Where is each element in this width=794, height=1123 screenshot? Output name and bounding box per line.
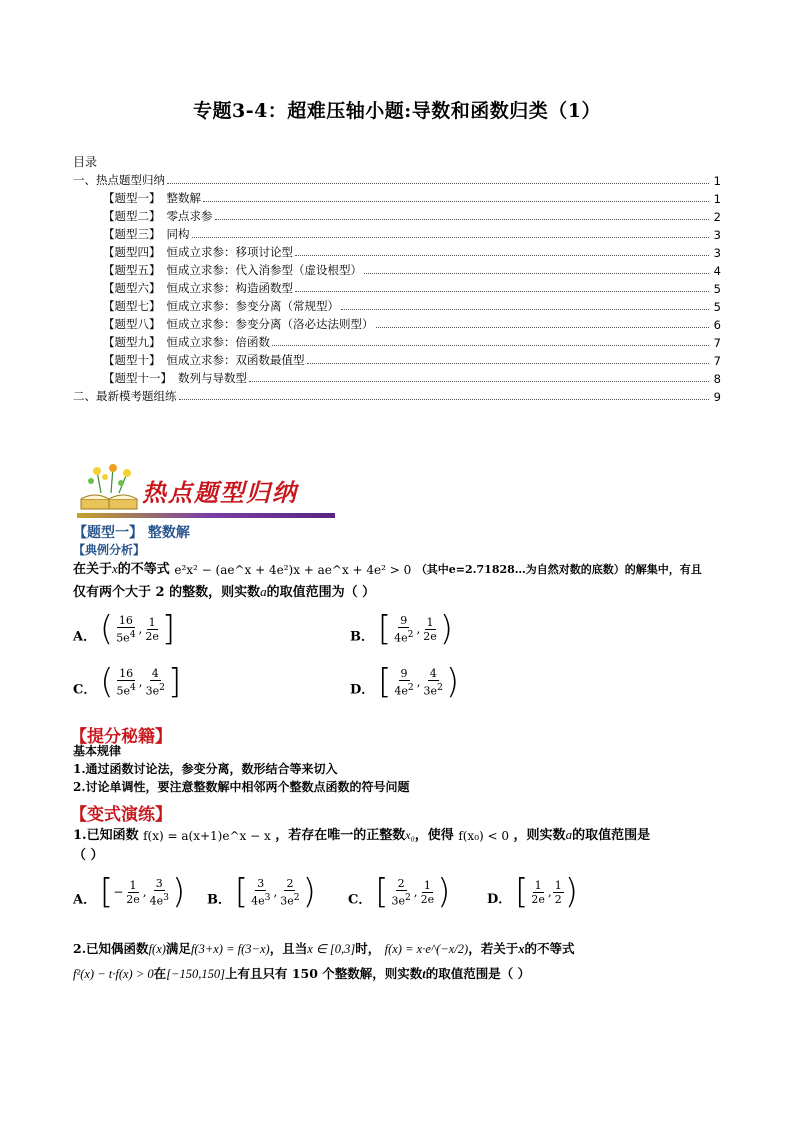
option-b[interactable]: B． [ $\frac{9}{4e^2}$ , $\frac{1}{2e}$ )	[350, 609, 454, 650]
toc-item-text: 整数解	[166, 191, 201, 205]
tips-line-1: 1.通过函数讨论法，参变分离，数形结合等来切入	[73, 762, 338, 776]
toc-leader-dots	[364, 273, 709, 274]
toc-item-page: 3	[713, 246, 721, 260]
toc-leader-dots	[295, 291, 709, 292]
toc-item-text: 同构	[166, 227, 190, 241]
toc-item-page: 5	[713, 282, 721, 296]
toc-leader-dots	[167, 183, 709, 184]
toc-item-page: 3	[713, 228, 721, 242]
toc-item-page: 6	[713, 318, 721, 332]
practice-q1-paren: （ ）	[73, 848, 104, 863]
tips-line-2: 2.讨论单调性，要注意整数解中相邻两个整数点函数的符号问题	[73, 780, 410, 794]
toc-item-text: 恒成立求参：构造函数型	[166, 281, 293, 295]
toc-item-page: 4	[713, 264, 721, 278]
toc-item-text: 恒成立求参：移项讨论型	[166, 245, 293, 259]
toc-item-page: 1	[713, 192, 721, 206]
toc-item-tag: 【题型十】	[103, 353, 161, 367]
toc-item[interactable]	[73, 224, 721, 242]
toc-item[interactable]	[73, 386, 721, 404]
toc-item-tag: 【题型一】	[103, 191, 161, 205]
toc-leader-dots	[295, 255, 709, 256]
toc-item[interactable]	[73, 242, 721, 260]
book-flower-icon	[77, 463, 141, 513]
inequality-formula: e²x² − (ae^x + 4e²)x + ae^x + 4e² > 0	[174, 562, 412, 577]
toc-item-page: 5	[713, 300, 721, 314]
toc-item[interactable]	[73, 314, 721, 332]
section-title: 【题型一】 整数解	[73, 525, 190, 541]
q1-function-formula: f(x) = a(x+1)e^x − x	[143, 828, 271, 843]
question-main-line2: 仅有两个大于 2 的整数，则实数a的取值范围为（ ）	[73, 584, 376, 600]
toc-item[interactable]	[73, 206, 721, 224]
example-label: 【典例分析】	[73, 543, 146, 557]
toc-item[interactable]	[73, 350, 721, 368]
toc-item-page: 1	[713, 174, 721, 188]
q1-option-c[interactable]: C． [ $\frac{2}{3e^2}$ , $\frac{1}{2e}$ )	[348, 872, 451, 913]
question-main: 在关于x的不等式 e²x² − (ae^x + 4e²)x + ae^x + 4e² > 0 （其中e=2.71828…为自然对数的底数）的解集中，有且	[73, 558, 733, 581]
toc-item-text: 恒成立求参：代入消参型（虚设根型）	[166, 263, 362, 277]
toc-item-page: 9	[713, 390, 721, 404]
toc-item[interactable]	[73, 332, 721, 350]
tips-heading: 【提分秘籍】	[70, 727, 172, 747]
toc-leader-dots	[376, 327, 710, 328]
toc-item-tag: 【题型五】	[103, 263, 161, 277]
page-title: 专题3-4：超难压轴小题:导数和函数归类（1）	[192, 100, 602, 122]
toc-leader-dots	[203, 201, 709, 202]
toc-leader-dots	[215, 219, 710, 220]
toc-item-tag: 【题型六】	[103, 281, 161, 295]
practice-q2: 2.已知偶函数f(x)满足f(3+x) = f(3−x)，且当x ∈ [0,3]时， f(x) = x·e^(−x/2)，若关于x的不等式	[73, 941, 575, 956]
toc-leader-dots	[341, 309, 709, 310]
toc-item-tag: 【题型八】	[103, 317, 161, 331]
toc-item-tag: 【题型四】	[103, 245, 161, 259]
toc-item[interactable]	[73, 188, 721, 206]
section-banner	[77, 463, 335, 519]
toc-item-text: 恒成立求参：参变分离（洛必达法则型）	[166, 317, 374, 331]
toc-leader-dots	[272, 345, 709, 346]
toc-item-text: 恒成立求参：参变分离（常规型）	[166, 299, 339, 313]
toc-item-text: 一、热点题型归纳	[73, 173, 165, 187]
q1-option-b[interactable]: B． [ $\frac{3}{4e^3}$ , $\frac{2}{3e^2}$ )	[207, 872, 316, 913]
toc-item[interactable]	[73, 278, 721, 296]
toc-item[interactable]	[73, 296, 721, 314]
option-a[interactable]: A． ( $\frac{16}{5e^4}$ , $\frac{1}{2e}$ ]	[73, 609, 176, 650]
practice-q1: 1.已知函数 f(x) = a(x+1)e^x − x ，若存在唯一的正整数x₀，使得 f(x₀) < 0 ，则实数a的取值范围是	[73, 824, 650, 847]
toc-item-text: 二、最新模考题组练	[73, 389, 177, 403]
toc-item-page: 2	[713, 210, 721, 224]
toc-item-text: 恒成立求参：双函数最值型	[166, 353, 305, 367]
banner-title: 热点题型归纳	[142, 478, 298, 507]
toc-item-page: 7	[713, 336, 721, 350]
toc-heading: 目录	[73, 155, 98, 169]
banner-underline	[77, 513, 335, 518]
tips-sub: 基本规律	[73, 744, 122, 758]
toc-leader-dots	[179, 399, 710, 400]
toc-item[interactable]	[73, 170, 721, 188]
option-d[interactable]: D． [ $\frac{9}{4e^2}$ , $\frac{4}{3e^2}$ )	[350, 662, 460, 703]
toc-leader-dots	[249, 381, 709, 382]
toc-item[interactable]	[73, 368, 721, 386]
toc-item-text: 数列与导数型	[178, 371, 247, 385]
toc-item-tag: 【题型三】	[103, 227, 161, 241]
toc-leader-dots	[307, 363, 710, 364]
toc-item-text: 零点求参	[166, 209, 213, 223]
table-of-contents	[73, 170, 721, 404]
practice-heading: 【变式演练】	[70, 805, 172, 825]
q1-option-d[interactable]: D． [ $\frac{1}{2e}$ , $\frac{1}{2}$ )	[487, 872, 578, 912]
option-c[interactable]: C． ( $\frac{16}{5e^4}$ , $\frac{4}{3e^2}$ ]	[73, 662, 182, 703]
toc-item-tag: 【题型二】	[103, 209, 161, 223]
toc-item-tag: 【题型十一】	[103, 371, 172, 385]
q1-condition: f(x₀) < 0	[458, 828, 510, 843]
toc-item-tag: 【题型七】	[103, 299, 161, 313]
toc-item-page: 8	[713, 372, 721, 386]
toc-leader-dots	[192, 237, 710, 238]
toc-item-page: 7	[713, 354, 721, 368]
practice-q2-line2: f²(x) − t·f(x) > 0在[−150,150]上有且只有 150 个整数解，则实数t的取值范围是（ ）	[73, 966, 531, 981]
toc-item-tag: 【题型九】	[103, 335, 161, 349]
q1-option-a[interactable]: A． [ − $\frac{1}{2e}$ , $\frac{3}{4e^3}$ )	[73, 872, 186, 913]
toc-item[interactable]	[73, 260, 721, 278]
toc-item-text: 恒成立求参：倍函数	[166, 335, 270, 349]
